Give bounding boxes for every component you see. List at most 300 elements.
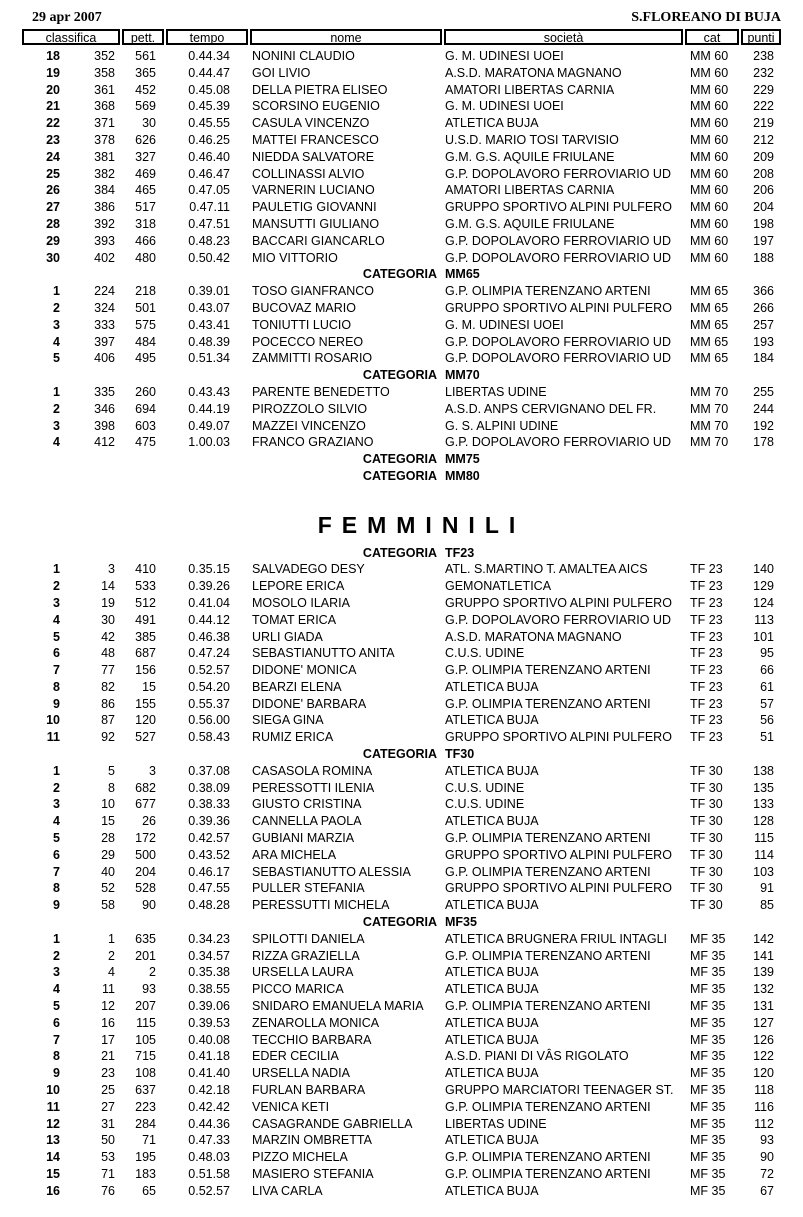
- bib-number-cell: 260: [135, 384, 156, 399]
- time-cell: 0.52.57: [188, 1183, 230, 1198]
- rank-cell: 3: [53, 595, 60, 610]
- category-cell: MM 60: [690, 49, 729, 63]
- result-row: [0, 964, 803, 981]
- category-cell: TF 30: [690, 864, 723, 879]
- athlete-name-cell: BUCOVAZ MARIO: [252, 300, 356, 315]
- result-row: [0, 1099, 803, 1116]
- category-cell: MM 65: [690, 351, 729, 366]
- bib-number-cell: 385: [135, 629, 156, 644]
- category-cell: TF 23: [690, 629, 723, 644]
- overall-position-cell: 397: [94, 334, 115, 349]
- overall-position-cell: 76: [101, 1183, 115, 1198]
- club-cell: A.S.D. MARATONA MAGNANO: [445, 629, 622, 644]
- points-cell: 238: [753, 49, 774, 63]
- category-cell: MF 35: [690, 1015, 726, 1030]
- club-cell: ATLETICA BUJA: [445, 116, 539, 131]
- bib-number-cell: 172: [135, 831, 156, 846]
- overall-position-cell: 16: [101, 1015, 115, 1030]
- category-code: MM75: [445, 452, 480, 467]
- category-cell: TF 23: [690, 713, 723, 728]
- result-row: [0, 662, 803, 679]
- club-cell: AMATORI LIBERTAS CARNIA: [445, 183, 615, 198]
- club-cell: LIBERTAS UDINE: [445, 384, 547, 399]
- club-cell: G.P. OLIMPIA TERENZANO ARTENI: [445, 663, 651, 678]
- result-row: [0, 1183, 803, 1200]
- points-cell: 138: [753, 763, 774, 778]
- club-cell: ATLETICA BUJA: [445, 679, 539, 694]
- result-row: [0, 334, 803, 351]
- time-cell: 0.56.00: [188, 713, 230, 728]
- category-cell: MM 60: [690, 250, 729, 265]
- points-cell: 122: [753, 1049, 774, 1064]
- rank-cell: 5: [53, 629, 60, 644]
- rank-cell: 4: [53, 612, 60, 627]
- category-label: CATEGORIA: [362, 545, 437, 560]
- athlete-name-cell: CASAGRANDE GABRIELLA: [252, 1116, 413, 1131]
- athlete-name-cell: BACCARI GIANCARLO: [252, 233, 385, 248]
- points-cell: 131: [753, 999, 774, 1014]
- rank-cell: 5: [53, 999, 60, 1014]
- category-cell: MM 60: [690, 65, 729, 80]
- overall-position-cell: 368: [94, 99, 115, 114]
- category-code: MM80: [445, 468, 480, 483]
- time-cell: 0.39.06: [188, 999, 230, 1014]
- bib-number-cell: 500: [135, 847, 156, 862]
- category-cell: TF 23: [690, 595, 723, 610]
- category-cell: TF 23: [690, 579, 723, 594]
- bib-number-cell: 635: [135, 931, 156, 946]
- athlete-name-cell: PERESSOTTI ILENIA: [252, 780, 375, 795]
- athlete-name-cell: FURLAN BARBARA: [252, 1083, 366, 1098]
- results-list: [0, 48, 803, 1200]
- bib-number-cell: 469: [135, 166, 156, 181]
- athlete-name-cell: MOSOLO ILARIA: [252, 595, 350, 610]
- bib-number-cell: 71: [142, 1133, 156, 1148]
- result-row: [0, 1149, 803, 1166]
- time-cell: 0.45.55: [188, 116, 230, 131]
- result-row: [0, 780, 803, 797]
- time-cell: 0.41.40: [188, 1066, 230, 1081]
- category-cell: MM 70: [690, 435, 729, 450]
- category-code: TF30: [445, 747, 475, 762]
- club-cell: GRUPPO SPORTIVO ALPINI PULFERO: [445, 595, 672, 610]
- category-cell: MM 65: [690, 284, 729, 299]
- time-cell: 0.46.25: [188, 132, 230, 147]
- club-cell: GRUPPO SPORTIVO ALPINI PULFERO: [445, 200, 672, 215]
- club-cell: G.M. G.S. AQUILE FRIULANE: [445, 216, 615, 231]
- category-cell: MM 65: [690, 317, 729, 332]
- time-cell: 0.42.57: [188, 831, 230, 846]
- overall-position-cell: 23: [101, 1066, 115, 1081]
- result-row: [0, 283, 803, 300]
- category-heading: [0, 266, 803, 283]
- rank-cell: 7: [53, 864, 60, 879]
- overall-position-cell: 335: [94, 384, 115, 399]
- overall-position-cell: 378: [94, 132, 115, 147]
- time-cell: 0.35.38: [188, 965, 230, 980]
- time-cell: 0.38.33: [188, 797, 230, 812]
- result-row: [0, 712, 803, 729]
- bib-number-cell: 694: [135, 401, 156, 416]
- points-cell: 366: [753, 284, 774, 299]
- category-cell: MF 35: [690, 1183, 726, 1198]
- category-code: TF23: [445, 545, 475, 560]
- points-cell: 124: [753, 595, 774, 610]
- time-cell: 0.42.42: [188, 1099, 230, 1114]
- overall-position-cell: 382: [94, 166, 115, 181]
- club-cell: G.P. DOPOLAVORO FERROVIARIO UD: [445, 250, 671, 265]
- category-cell: MM 65: [690, 334, 729, 349]
- club-cell: GRUPPO MARCIATORI TEENAGER ST.: [445, 1083, 674, 1098]
- column-header-cat: cat: [685, 29, 739, 45]
- category-code: MM65: [445, 267, 480, 282]
- club-cell: ATLETICA BUJA: [445, 1015, 539, 1030]
- rank-cell: 5: [53, 351, 60, 366]
- points-cell: 67: [760, 1183, 774, 1198]
- bib-number-cell: 480: [135, 250, 156, 265]
- overall-position-cell: 406: [94, 351, 115, 366]
- time-cell: 0.43.43: [188, 384, 230, 399]
- column-header-pett: pett.: [122, 29, 164, 45]
- rank-cell: 4: [53, 435, 60, 450]
- result-row: [0, 149, 803, 166]
- points-cell: 57: [760, 696, 774, 711]
- club-cell: G. M. UDINESI UOEI: [445, 317, 564, 332]
- time-cell: 0.58.43: [188, 730, 230, 745]
- athlete-name-cell: URSELLA LAURA: [252, 965, 354, 980]
- rank-cell: 2: [53, 948, 60, 963]
- bib-number-cell: 512: [135, 595, 156, 610]
- athlete-name-cell: RUMIZ ERICA: [252, 730, 334, 745]
- time-cell: 0.46.40: [188, 149, 230, 164]
- category-cell: MF 35: [690, 982, 726, 997]
- club-cell: C.U.S. UDINE: [445, 646, 525, 661]
- club-cell: GRUPPO SPORTIVO ALPINI PULFERO: [445, 881, 672, 896]
- time-cell: 0.52.57: [188, 663, 230, 678]
- points-cell: 257: [753, 317, 774, 332]
- category-cell: MF 35: [690, 1150, 726, 1165]
- result-row: [0, 561, 803, 578]
- bib-number-cell: 365: [135, 65, 156, 80]
- overall-position-cell: 48: [101, 646, 115, 661]
- athlete-name-cell: ZENAROLLA MONICA: [252, 1015, 380, 1030]
- result-row: [0, 645, 803, 662]
- overall-position-cell: 14: [101, 579, 115, 594]
- athlete-name-cell: MARZIN OMBRETTA: [252, 1133, 372, 1148]
- athlete-name-cell: PICCO MARICA: [252, 982, 344, 997]
- result-row: [0, 864, 803, 881]
- time-cell: 0.44.47: [188, 65, 230, 80]
- overall-position-cell: 333: [94, 317, 115, 332]
- points-cell: 91: [760, 881, 774, 896]
- athlete-name-cell: ARA MICHELA: [252, 847, 337, 862]
- club-cell: G.P. OLIMPIA TERENZANO ARTENI: [445, 831, 651, 846]
- overall-position-cell: 324: [94, 300, 115, 315]
- result-row: [0, 981, 803, 998]
- category-cell: MF 35: [690, 948, 726, 963]
- time-cell: 0.47.11: [189, 200, 230, 215]
- time-cell: 0.47.05: [188, 183, 230, 198]
- athlete-name-cell: TECCHIO BARBARA: [252, 1032, 372, 1047]
- overall-position-cell: 4: [108, 965, 115, 980]
- overall-position-cell: 86: [101, 696, 115, 711]
- athlete-name-cell: PIROZZOLO SILVIO: [252, 401, 368, 416]
- category-cell: MM 60: [690, 132, 729, 147]
- time-cell: 0.48.23: [188, 233, 230, 248]
- category-cell: MM 70: [690, 384, 729, 399]
- time-cell: 0.47.33: [188, 1133, 230, 1148]
- points-cell: 192: [753, 418, 774, 433]
- bib-number-cell: 677: [135, 797, 156, 812]
- column-header-nome: nome: [250, 29, 442, 45]
- overall-position-cell: 82: [101, 679, 115, 694]
- result-row: [0, 813, 803, 830]
- category-cell: MF 35: [690, 1049, 726, 1064]
- overall-position-cell: 87: [101, 713, 115, 728]
- result-row: [0, 578, 803, 595]
- time-cell: 0.43.07: [188, 300, 230, 315]
- rank-cell: 28: [46, 216, 60, 231]
- rank-cell: 26: [46, 183, 60, 198]
- rank-cell: 24: [46, 149, 60, 164]
- result-row: [0, 434, 803, 451]
- bib-number-cell: 327: [135, 149, 156, 164]
- bib-number-cell: 207: [135, 999, 156, 1014]
- points-cell: 208: [753, 166, 774, 181]
- overall-position-cell: 11: [102, 982, 115, 997]
- points-cell: 140: [753, 562, 774, 577]
- time-cell: 0.34.23: [188, 931, 230, 946]
- points-cell: 101: [753, 629, 774, 644]
- category-cell: TF 30: [690, 847, 723, 862]
- time-cell: 1.00.03: [188, 435, 230, 450]
- time-cell: 0.49.07: [188, 418, 230, 433]
- overall-position-cell: 386: [94, 200, 115, 215]
- time-cell: 0.43.41: [188, 317, 230, 332]
- result-row: [0, 1116, 803, 1133]
- bib-number-cell: 155: [135, 696, 156, 711]
- result-row: [0, 998, 803, 1015]
- result-row: [0, 132, 803, 149]
- result-row: [0, 250, 803, 267]
- points-cell: 116: [754, 1099, 774, 1114]
- bib-number-cell: 410: [135, 562, 156, 577]
- club-cell: ATLETICA BUJA: [445, 1066, 539, 1081]
- category-cell: TF 23: [690, 612, 723, 627]
- athlete-name-cell: MAZZEI VINCENZO: [252, 418, 366, 433]
- result-row: [0, 1015, 803, 1032]
- club-cell: G.P. DOPOLAVORO FERROVIARIO UD: [445, 612, 671, 627]
- category-code: MM70: [445, 368, 480, 383]
- athlete-name-cell: RIZZA GRAZIELLA: [252, 948, 360, 963]
- athlete-name-cell: URSELLA NADIA: [252, 1066, 350, 1081]
- rank-cell: 9: [53, 1066, 60, 1081]
- result-row: [0, 65, 803, 82]
- overall-position-cell: 30: [101, 612, 115, 627]
- category-cell: MF 35: [690, 999, 726, 1014]
- club-cell: ATLETICA BUJA: [445, 965, 539, 980]
- athlete-name-cell: GUBIANI MARZIA: [252, 831, 355, 846]
- category-cell: MF 35: [690, 1167, 726, 1181]
- rank-cell: 1: [53, 284, 60, 299]
- result-row: [0, 830, 803, 847]
- rank-cell: 27: [46, 200, 60, 215]
- points-cell: 72: [760, 1167, 774, 1181]
- rank-cell: 2: [53, 780, 60, 795]
- club-cell: G.P. OLIMPIA TERENZANO ARTENI: [445, 948, 651, 963]
- athlete-name-cell: TOSO GIANFRANCO: [252, 284, 375, 299]
- result-row: [0, 931, 803, 948]
- overall-position-cell: 10: [101, 797, 115, 812]
- result-row: [0, 350, 803, 367]
- overall-position-cell: 384: [94, 183, 115, 198]
- club-cell: GRUPPO SPORTIVO ALPINI PULFERO: [445, 847, 672, 862]
- time-cell: 0.39.01: [188, 284, 230, 299]
- club-cell: ATLETICA BRUGNERA FRIUL INTAGLI: [445, 931, 668, 946]
- bib-number-cell: 484: [135, 334, 156, 349]
- result-row: [0, 98, 803, 115]
- points-cell: 266: [753, 300, 774, 315]
- time-cell: 0.48.39: [188, 334, 230, 349]
- category-cell: MM 60: [690, 166, 729, 181]
- athlete-name-cell: PULLER STEFANIA: [252, 881, 365, 896]
- category-label: CATEGORIA: [362, 452, 437, 467]
- result-row: [0, 82, 803, 99]
- bib-number-cell: 637: [135, 1083, 156, 1098]
- time-cell: 0.39.26: [188, 579, 230, 594]
- athlete-name-cell: TONIUTTI LUCIO: [252, 317, 352, 332]
- category-cell: MF 35: [690, 965, 726, 980]
- rank-cell: 22: [46, 116, 60, 131]
- rank-cell: 1: [53, 931, 60, 946]
- category-cell: TF 23: [690, 730, 723, 745]
- bib-number-cell: 90: [142, 898, 156, 913]
- points-cell: 188: [753, 250, 774, 265]
- result-row: [0, 847, 803, 864]
- club-cell: A.S.D. ANPS CERVIGNANO DEL FR.: [445, 401, 657, 416]
- points-cell: 95: [760, 646, 774, 661]
- category-cell: MF 35: [690, 1032, 726, 1047]
- overall-position-cell: 5: [108, 763, 115, 778]
- rank-cell: 1: [53, 562, 60, 577]
- category-cell: TF 23: [690, 663, 723, 678]
- overall-position-cell: 8: [108, 780, 115, 795]
- bib-number-cell: 715: [135, 1049, 156, 1064]
- time-cell: 0.51.34: [188, 351, 230, 366]
- athlete-name-cell: PIZZO MICHELA: [252, 1150, 348, 1165]
- category-heading: [0, 367, 803, 384]
- result-row: [0, 897, 803, 914]
- overall-position-cell: 346: [94, 401, 115, 416]
- time-cell: 0.45.39: [188, 99, 230, 114]
- result-row: [0, 595, 803, 612]
- category-cell: TF 30: [690, 898, 723, 913]
- category-cell: TF 23: [690, 562, 723, 577]
- rank-cell: 8: [53, 679, 60, 694]
- club-cell: ATLETICA BUJA: [445, 1183, 539, 1198]
- bib-number-cell: 195: [135, 1150, 156, 1165]
- time-cell: 0.47.51: [188, 216, 230, 231]
- bib-number-cell: 105: [135, 1032, 156, 1047]
- rank-cell: 13: [46, 1133, 60, 1148]
- club-cell: GRUPPO SPORTIVO ALPINI PULFERO: [445, 300, 672, 315]
- bib-number-cell: 183: [135, 1167, 156, 1181]
- rank-cell: 14: [46, 1150, 60, 1165]
- time-cell: 0.35.15: [188, 562, 230, 577]
- athlete-name-cell: MANSUTTI GIULIANO: [252, 216, 380, 231]
- athlete-name-cell: MIO VITTORIO: [252, 250, 338, 265]
- bib-number-cell: 475: [135, 435, 156, 450]
- overall-position-cell: 50: [101, 1133, 115, 1148]
- category-cell: MM 60: [690, 200, 729, 215]
- club-cell: G.M. G.S. AQUILE FRIULANE: [445, 149, 615, 164]
- overall-position-cell: 2: [108, 948, 115, 963]
- rank-cell: 9: [53, 696, 60, 711]
- rank-cell: 4: [53, 334, 60, 349]
- time-cell: 0.55.37: [188, 696, 230, 711]
- rank-cell: 7: [53, 1032, 60, 1047]
- rank-cell: 8: [53, 881, 60, 896]
- bib-number-cell: 491: [135, 612, 156, 627]
- club-cell: A.S.D. PIANI DI VÂS RIGOLATO: [445, 1049, 629, 1064]
- rank-cell: 9: [53, 898, 60, 913]
- athlete-name-cell: ZAMMITTI ROSARIO: [252, 351, 373, 366]
- overall-position-cell: 412: [94, 435, 115, 450]
- time-cell: 0.45.08: [188, 82, 230, 97]
- club-cell: G.P. OLIMPIA TERENZANO ARTENI: [445, 696, 651, 711]
- time-cell: 0.50.42: [188, 250, 230, 265]
- rank-cell: 19: [46, 65, 60, 80]
- category-cell: MF 35: [690, 931, 726, 946]
- points-cell: 133: [753, 797, 774, 812]
- athlete-name-cell: LIVA CARLA: [252, 1183, 323, 1198]
- overall-position-cell: 402: [94, 250, 115, 265]
- time-cell: 0.44.12: [188, 612, 230, 627]
- bib-number-cell: 626: [135, 132, 156, 147]
- points-cell: 66: [760, 663, 774, 678]
- bib-number-cell: 465: [135, 183, 156, 198]
- category-cell: MF 35: [690, 1099, 726, 1114]
- result-row: [0, 216, 803, 233]
- points-cell: 51: [760, 730, 774, 745]
- time-cell: 0.47.24: [188, 646, 230, 661]
- overall-position-cell: 398: [94, 418, 115, 433]
- club-cell: G. S. ALPINI UDINE: [445, 418, 559, 433]
- bib-number-cell: 26: [142, 814, 156, 829]
- overall-position-cell: 381: [94, 149, 115, 164]
- category-cell: TF 30: [690, 881, 723, 896]
- points-cell: 178: [753, 435, 774, 450]
- points-cell: 197: [753, 233, 774, 248]
- result-row: [0, 300, 803, 317]
- category-label: CATEGORIA: [362, 747, 437, 762]
- category-cell: MM 60: [690, 183, 729, 198]
- bib-number-cell: 201: [135, 948, 156, 963]
- bib-number-cell: 218: [135, 284, 156, 299]
- rank-cell: 3: [53, 965, 60, 980]
- category-cell: MM 60: [690, 149, 729, 164]
- category-cell: MF 35: [690, 1133, 726, 1148]
- result-row: [0, 317, 803, 334]
- time-cell: 0.42.18: [188, 1083, 230, 1098]
- time-cell: 0.51.58: [188, 1167, 230, 1181]
- overall-position-cell: 31: [101, 1116, 115, 1131]
- rank-cell: 11: [46, 1099, 60, 1114]
- result-row: [0, 729, 803, 746]
- result-row: [0, 612, 803, 629]
- result-row: [0, 1166, 803, 1183]
- bib-number-cell: 65: [142, 1183, 156, 1198]
